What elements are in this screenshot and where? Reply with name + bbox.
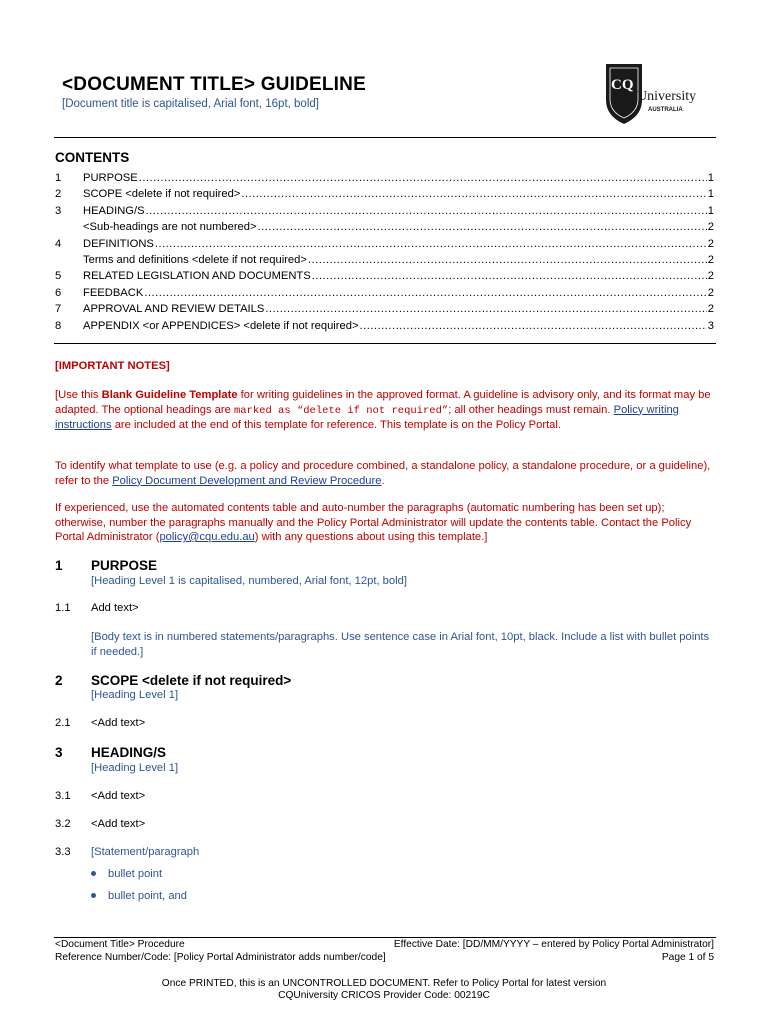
toc-page: 3	[707, 319, 714, 332]
toc-page: 1	[707, 204, 714, 217]
section-number: 1	[55, 558, 63, 573]
bullet-icon	[91, 871, 96, 876]
heading-note: [Heading Level 1 is capitalised, numbered, Arial font, 12pt, bold]	[91, 575, 407, 587]
notes-paragraph-1: [Use this Blank Guideline Template for writing guidelines in the approved format. A guideline is advisory only, and its format may be adapted. The optional headings are marked as “delete if not required”; all other headings must remain. Policy writing instructions are included at the end of this template for reference. This template is on the Policy Portal.	[55, 389, 711, 431]
toc-label: SCOPE <delete if not required>	[83, 188, 241, 201]
notes-paragraph-2: To identify what template to use (e.g. a policy and procedure combined, a standalone policy, a standalone procedure, or a guideline), refer to the Policy Document Development and Review Procedure.	[55, 460, 711, 487]
toc-label: HEADING/S	[83, 204, 145, 217]
toc-number: 4	[55, 237, 62, 250]
bullet-icon	[91, 893, 96, 898]
section-heading-scope: SCOPE <delete if not required>	[91, 673, 292, 688]
paragraph-text: Add text>	[91, 602, 139, 614]
toc-label: FEEDBACK	[83, 286, 144, 299]
toc-entry[interactable]	[55, 270, 714, 286]
toc-label: PURPOSE	[83, 172, 138, 184]
footer-page-number: Page 1 of 5	[661, 951, 714, 963]
document-title: <DOCUMENT TITLE> GUIDELINE	[62, 74, 366, 95]
paragraph-text: <Add text>	[91, 790, 146, 802]
toc-page: 2	[707, 303, 714, 316]
page-footer	[55, 939, 714, 964]
toc-page: 1	[707, 188, 714, 201]
toc-label: RELATED LEGISLATION AND DOCUMENTS	[83, 270, 311, 283]
svg-text:University: University	[637, 89, 697, 104]
section-heading-purpose: PURPOSE	[91, 558, 158, 573]
cquniversity-logo	[600, 60, 718, 126]
toc-entry[interactable]	[55, 320, 714, 336]
toc-entry[interactable]	[55, 287, 714, 303]
policy-email-link[interactable]: policy@cqu.edu.au	[159, 531, 255, 543]
body-text-note: [Body text is in numbered statements/paragraphs. Use sentence case in Arial font, 10pt, black. Include a list with bullet points if needed.]	[91, 631, 710, 658]
footer-divider	[54, 937, 716, 938]
toc-page: 2	[707, 286, 714, 299]
toc-label: APPROVAL AND REVIEW DETAILS	[83, 303, 265, 316]
paragraph-text: <Add text>	[91, 818, 146, 830]
toc-number: 5	[55, 270, 62, 283]
toc-page: 2	[707, 270, 714, 283]
toc-number: 1	[55, 172, 62, 184]
toc-entry[interactable]	[55, 254, 714, 270]
contents-heading: CONTENTS	[55, 150, 130, 165]
footer-reference-number: Reference Number/Code: [Policy Portal Administrator adds number/code]	[55, 951, 386, 963]
section-number: 3	[55, 745, 63, 760]
toc-entry[interactable]	[55, 172, 714, 188]
table-of-contents	[55, 172, 714, 336]
toc-page: 2	[707, 221, 714, 234]
section-heading-headings: HEADING/S	[91, 745, 167, 760]
important-notes-heading: [IMPORTANT NOTES]	[55, 360, 170, 372]
paragraph-text: [Statement/paragraph	[91, 846, 200, 858]
paragraph-number: 1.1	[55, 602, 71, 614]
paragraph-number: 2.1	[55, 717, 71, 729]
toc-page: 1	[707, 172, 714, 184]
toc-entry[interactable]	[55, 221, 714, 237]
section-number: 2	[55, 673, 63, 688]
toc-label: <Sub-headings are not numbered>	[83, 221, 257, 234]
logo-shield-icon	[600, 60, 718, 126]
toc-number: 8	[55, 319, 62, 332]
toc-entry[interactable]	[55, 238, 714, 254]
toc-number: 3	[55, 204, 62, 217]
toc-number: 2	[55, 188, 62, 201]
toc-page: 2	[707, 237, 714, 250]
paragraph-number: 3.1	[55, 790, 71, 802]
svg-text:CQ: CQ	[611, 77, 634, 93]
toc-page: 2	[707, 253, 714, 266]
footer-effective-date: Effective Date: [DD/MM/YYYY – entered by Policy Portal Administrator]	[393, 939, 714, 950]
contents-divider	[54, 343, 716, 344]
heading-note: [Heading Level 1]	[91, 762, 179, 774]
paragraph-text: <Add text>	[91, 717, 146, 729]
heading-note: [Heading Level 1]	[91, 689, 179, 701]
notes-paragraph-3: If experienced, use the automated contents table and auto-number the paragraphs (automatic numbering has been set up); otherwise, number the paragraphs manually and the Policy Portal Administrator will update the contents table. Contact the Policy Portal Administrator (policy@cqu.edu.au) with any questions about using this template.]	[55, 502, 692, 543]
paragraph-number: 3.3	[55, 846, 71, 858]
document-subtitle: [Document title is capitalised, Arial font, 16pt, bold]	[62, 98, 319, 110]
toc-entry[interactable]	[55, 303, 714, 319]
policy-writing-instructions-link[interactable]: Policy writing instructions	[55, 403, 679, 431]
list-item: bullet point, and	[91, 890, 187, 902]
toc-number: 7	[55, 303, 62, 316]
cricos-code: CQUniversity CRICOS Provider Code: 00219C	[278, 990, 490, 1001]
paragraph-number: 3.2	[55, 818, 71, 830]
footer-document-title: <Document Title> Procedure	[55, 939, 185, 950]
policy-development-procedure-link[interactable]: Policy Document Development and Review Procedure	[112, 474, 382, 487]
toc-number: 6	[55, 286, 62, 299]
toc-label: APPENDIX <or APPENDICES> <delete if not required>	[83, 319, 359, 332]
toc-label: DEFINITIONS	[83, 237, 154, 250]
svg-text:AUSTRALIA: AUSTRALIA	[648, 107, 683, 113]
toc-entry[interactable]	[55, 205, 714, 221]
uncontrolled-document-notice: Once PRINTED, this is an UNCONTROLLED DOCUMENT. Refer to Policy Portal for latest version	[161, 978, 607, 989]
toc-entry[interactable]	[55, 188, 714, 204]
header-divider	[54, 137, 716, 138]
toc-label: Terms and definitions <delete if not required>	[83, 253, 307, 266]
list-item: bullet point	[91, 868, 162, 880]
